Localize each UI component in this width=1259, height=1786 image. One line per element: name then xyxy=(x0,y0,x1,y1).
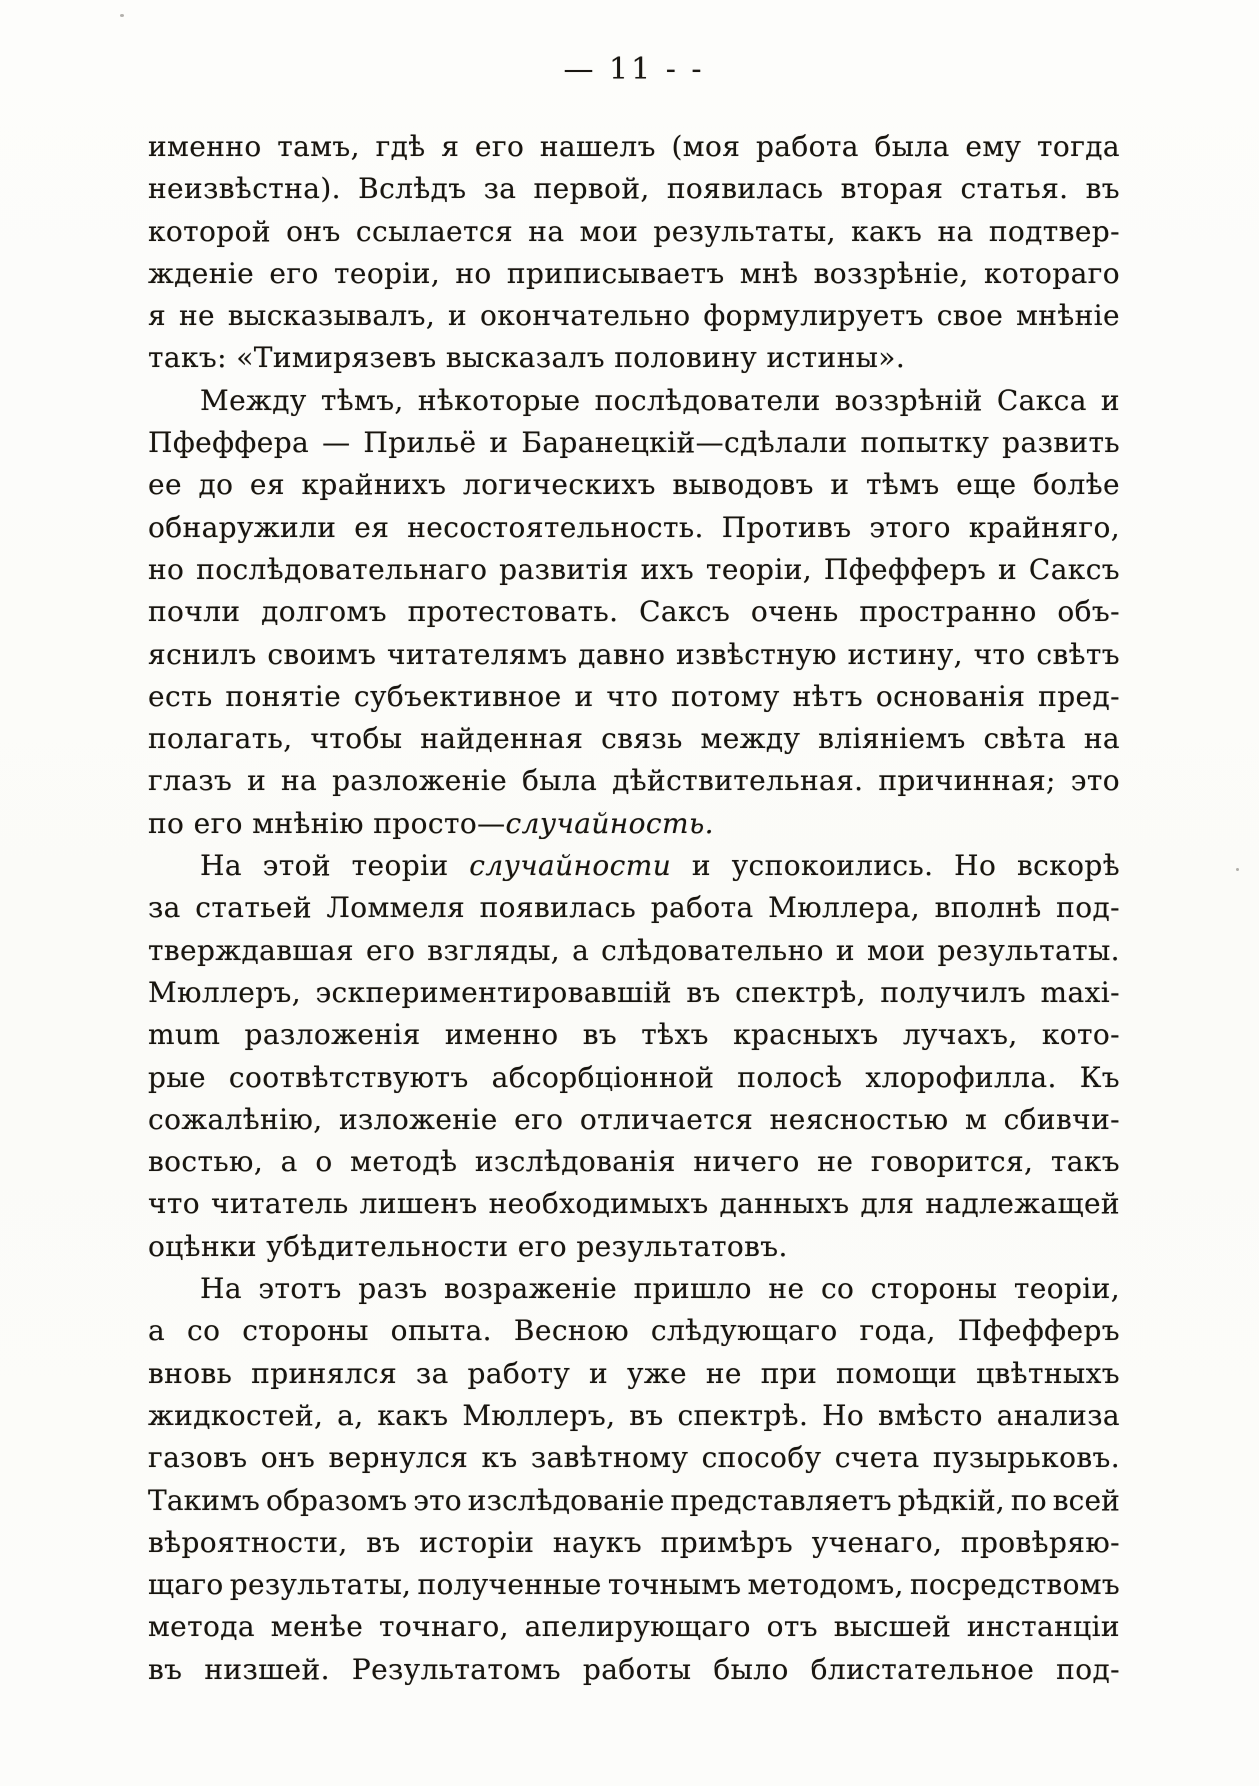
text-line xyxy=(148,253,1120,295)
text-line-content xyxy=(148,130,1120,163)
text-line-content xyxy=(148,1187,1120,1220)
text-line xyxy=(148,591,1120,633)
text-line xyxy=(148,1226,1120,1268)
text-line-content xyxy=(148,1399,1120,1432)
text-segment: неизвѣстна). Вслѣдъ за первой, появилась вторая статья. въ xyxy=(148,172,1120,206)
text-line xyxy=(148,1310,1120,1352)
text-line-content xyxy=(200,384,1120,417)
text-segment: тверждавшая его взгляды, а слѣдовательно и мои результаты. xyxy=(148,933,1120,967)
text-line-content xyxy=(148,1653,1120,1686)
text-line-content xyxy=(148,1145,1120,1178)
text-line xyxy=(148,549,1120,591)
italic-text: случайности xyxy=(469,849,672,883)
text-line xyxy=(148,760,1120,802)
text-line xyxy=(148,803,1120,845)
text-segment: и успокоились. Но вскорѣ xyxy=(671,849,1120,883)
text-line xyxy=(148,295,1120,337)
text-line-content xyxy=(148,807,714,840)
text-line-content xyxy=(148,426,1120,459)
text-segment: оцѣнки убѣдительности его результатовъ. xyxy=(148,1229,788,1263)
text-segment: рые соотвѣтствуютъ абсорбціонной полосѣ хлорофилла. Къ xyxy=(148,1060,1120,1094)
text-line xyxy=(148,337,1120,379)
text-segment: газовъ онъ вернулся къ завѣтному способу счета пузырьковъ. xyxy=(148,1441,1120,1475)
text-segment: Такимъ образомъ это изслѣдованіе представляетъ рѣдкій, по всей xyxy=(148,1483,1120,1517)
text-segment: На этотъ разъ возраженіе пришло не со стороны теоріи, xyxy=(200,1272,1120,1306)
text-segment: а со стороны опыта. Весною слѣдующаго года, Пфефферъ xyxy=(148,1314,1120,1348)
text-segment: жидкостей, а, какъ Мюллеръ, въ спектрѣ. Но вмѣсто анализа xyxy=(148,1398,1120,1432)
text-line-content xyxy=(200,1272,1120,1305)
text-segment: которой онъ ссылается на мои результаты, какъ на подтвер- xyxy=(148,214,1120,248)
text-segment: жденіе его теоріи, но приписываетъ мнѣ воззрѣніе, котораго xyxy=(148,256,1120,290)
text-line-content xyxy=(148,976,1120,1009)
page-number: — 11 - - xyxy=(563,52,705,87)
text-line-content xyxy=(148,1230,788,1263)
text-segment: вѣроятности, въ исторіи наукъ примѣръ ученаго, провѣряю- xyxy=(148,1525,1120,1559)
text-line xyxy=(148,1480,1120,1522)
text-line-content xyxy=(148,1103,1120,1136)
text-line xyxy=(148,380,1120,422)
text-line xyxy=(148,972,1120,1014)
text-segment: именно тамъ, гдѣ я его нашелъ (моя работа была ему тогда xyxy=(148,130,1120,163)
text-line-content xyxy=(148,299,1120,332)
text-line-content xyxy=(148,1526,1120,1559)
text-line xyxy=(148,676,1120,718)
text-line xyxy=(148,1522,1120,1564)
italic-text: случайность. xyxy=(505,806,714,840)
text-line-content xyxy=(148,1357,1120,1390)
text-segment: метода менѣе точнаго, апелирующаго отъ высшей инстанціи xyxy=(148,1610,1120,1644)
text-segment: обнаружили ея несостоятельность. Противъ этого крайняго, xyxy=(148,510,1120,544)
text-segment: полагать, чтобы найденная связь между вліяніемъ свѣта на xyxy=(148,722,1120,756)
text-segment: есть понятіе субъективное и что потому нѣтъ основанія пред- xyxy=(148,679,1120,713)
text-segment: за статьей Ломмеля появилась работа Мюллера, вполнѣ под- xyxy=(148,891,1120,925)
text-line-content xyxy=(148,341,905,374)
text-segment: ее до ея крайнихъ логическихъ выводовъ и тѣмъ еще болѣе xyxy=(148,468,1120,502)
text-line-content xyxy=(148,1484,1120,1517)
text-line xyxy=(148,168,1120,210)
text-segment: почли долгомъ протестовать. Саксъ очень пространно объ- xyxy=(148,595,1120,629)
text-segment: по его мнѣнію просто— xyxy=(148,806,506,840)
text-segment: я не высказывалъ, и окончательно формулируетъ свое мнѣніе xyxy=(148,299,1120,333)
text-line-content xyxy=(148,764,1120,797)
text-line xyxy=(148,1057,1120,1099)
text-segment: глазъ и на разложеніе была дѣйствительная. причинная; это xyxy=(148,764,1120,798)
text-segment: такъ: «Тимирязевъ высказалъ половину истины». xyxy=(148,341,906,375)
text-line-content xyxy=(148,934,1120,967)
text-segment: Пфеффера — Прильё и Баранецкій—сдѣлали попытку развить xyxy=(148,426,1120,460)
text-line xyxy=(148,1183,1120,1225)
text-segment: вновь принялся за работу и уже не при помощи цвѣтныхъ xyxy=(148,1356,1120,1390)
text-line xyxy=(148,1437,1120,1479)
scan-speck xyxy=(120,14,124,17)
text-line-content xyxy=(148,1568,1120,1601)
text-line xyxy=(148,1014,1120,1056)
text-line-content xyxy=(148,215,1120,248)
text-line-content xyxy=(148,722,1120,755)
text-line-content xyxy=(148,1018,1120,1051)
scan-speck xyxy=(1236,868,1239,871)
text-line-content xyxy=(148,680,1120,713)
text-line xyxy=(148,464,1120,506)
text-line xyxy=(148,1099,1120,1141)
text-segment: сожалѣнію, изложеніе его отличается неясностью м сбивчи- xyxy=(148,1102,1120,1136)
text-line xyxy=(148,1395,1120,1437)
text-line xyxy=(148,422,1120,464)
text-line xyxy=(148,126,1120,168)
page-text-block xyxy=(148,126,1120,1691)
text-line xyxy=(148,1141,1120,1183)
text-segment: На этой теоріи xyxy=(200,849,470,883)
text-segment: Мюллеръ, эскпериментировавшій въ спектрѣ, получилъ maxi- xyxy=(148,975,1120,1009)
text-line xyxy=(148,634,1120,676)
text-line xyxy=(148,1564,1120,1606)
text-segment: mum разложенія именно въ тѣхъ красныхъ лучахъ, кото- xyxy=(148,1018,1120,1052)
text-line-content xyxy=(148,891,1120,924)
text-line-content xyxy=(200,849,1120,882)
text-segment: щаго результаты, полученные точнымъ методомъ, посредствомъ xyxy=(148,1568,1120,1602)
text-line xyxy=(148,845,1120,887)
text-line xyxy=(148,930,1120,972)
text-line-content xyxy=(148,553,1120,586)
text-segment: въ низшей. Результатомъ работы было блистательное под- xyxy=(148,1652,1120,1686)
text-segment: что читатель лишенъ необходимыхъ данныхъ для надлежащей xyxy=(148,1187,1120,1221)
text-line-content xyxy=(148,1314,1120,1347)
text-line xyxy=(148,1606,1120,1648)
text-line-content xyxy=(148,1061,1120,1094)
text-line xyxy=(148,1268,1120,1310)
text-segment: Между тѣмъ, нѣкоторые послѣдователи воззрѣній Сакса и xyxy=(200,383,1120,417)
text-line xyxy=(148,1649,1120,1691)
text-line-content xyxy=(148,1441,1120,1474)
text-line-content xyxy=(148,257,1120,290)
text-line-content xyxy=(148,595,1120,628)
text-segment: востью, а о методѣ изслѣдованія ничего не говорится, такъ xyxy=(148,1145,1120,1179)
text-line-content xyxy=(148,1610,1120,1643)
text-segment: но послѣдовательнаго развитія ихъ теоріи, Пфефферъ и Саксъ xyxy=(148,552,1120,586)
text-line-content xyxy=(148,638,1120,671)
text-line xyxy=(148,718,1120,760)
text-line xyxy=(148,887,1120,929)
text-line-content xyxy=(148,511,1120,544)
text-line xyxy=(148,507,1120,549)
text-line xyxy=(148,211,1120,253)
text-line xyxy=(148,1353,1120,1395)
text-segment: яснилъ своимъ читателямъ давно извѣстную истину, что свѣтъ xyxy=(148,637,1120,671)
text-line-content xyxy=(148,172,1120,205)
text-line-content xyxy=(148,468,1120,501)
